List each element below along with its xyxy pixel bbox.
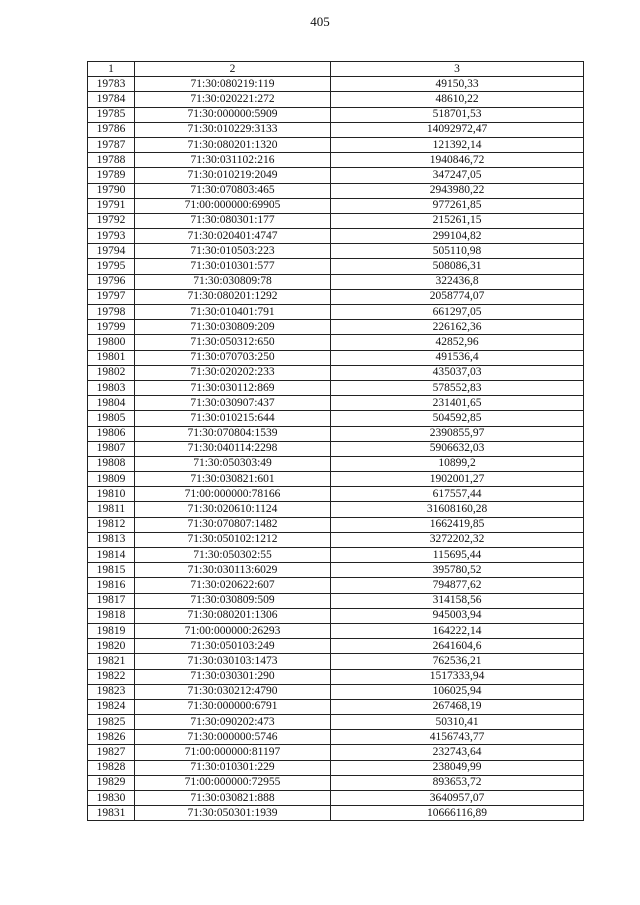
table-row — [88, 335, 584, 350]
cadastral-number-cell: 71:30:030212:4790 — [135, 684, 331, 699]
table-row — [88, 472, 584, 487]
value-cell: 945003,94 — [331, 608, 584, 623]
table-row — [88, 274, 584, 289]
table-row — [88, 775, 584, 790]
header-cell-col2: 2 — [135, 62, 331, 77]
cadastral-number-cell: 71:30:080201:1292 — [135, 289, 331, 304]
row-number-cell: 19819 — [88, 623, 135, 638]
table-row — [88, 411, 584, 426]
value-cell: 3272202,32 — [331, 532, 584, 547]
cadastral-number-cell: 71:30:080201:1306 — [135, 608, 331, 623]
table-row — [88, 593, 584, 608]
cadastral-number-cell: 71:30:000000:5746 — [135, 730, 331, 745]
row-number-cell: 19830 — [88, 791, 135, 806]
table-row — [88, 760, 584, 775]
value-cell: 2641604,6 — [331, 639, 584, 654]
value-cell: 164222,14 — [331, 623, 584, 638]
cadastral-number-cell: 71:30:010229:3133 — [135, 122, 331, 137]
value-cell: 50310,41 — [331, 715, 584, 730]
row-number-cell: 19810 — [88, 487, 135, 502]
table-row — [88, 745, 584, 760]
row-number-cell: 19808 — [88, 456, 135, 471]
table-row — [88, 122, 584, 137]
row-number-cell: 19823 — [88, 684, 135, 699]
row-number-cell: 19792 — [88, 213, 135, 228]
cadastral-number-cell: 71:30:070703:250 — [135, 350, 331, 365]
table-row — [88, 730, 584, 745]
value-cell: 508086,31 — [331, 259, 584, 274]
value-cell: 977261,85 — [331, 198, 584, 213]
cadastral-number-cell: 71:30:030809:209 — [135, 320, 331, 335]
row-number-cell: 19790 — [88, 183, 135, 198]
table-row — [88, 517, 584, 532]
cadastral-number-cell: 71:30:080219:119 — [135, 77, 331, 92]
row-number-cell: 19809 — [88, 472, 135, 487]
cadastral-number-cell: 71:30:020401:4747 — [135, 229, 331, 244]
row-number-cell: 19799 — [88, 320, 135, 335]
cadastral-number-cell: 71:30:030112:869 — [135, 380, 331, 395]
value-cell: 215261,15 — [331, 213, 584, 228]
cadastral-number-cell: 71:30:010503:223 — [135, 244, 331, 259]
value-cell: 3640957,07 — [331, 791, 584, 806]
table-row — [88, 229, 584, 244]
value-cell: 435037,03 — [331, 365, 584, 380]
cadastral-number-cell: 71:30:050102:1212 — [135, 532, 331, 547]
table-row — [88, 426, 584, 441]
header-cell-col3: 3 — [331, 62, 584, 77]
row-number-cell: 19817 — [88, 593, 135, 608]
row-number-cell: 19831 — [88, 806, 135, 821]
value-cell: 794877,62 — [331, 578, 584, 593]
header-cell-col1: 1 — [88, 62, 135, 77]
cadastral-number-cell: 71:30:000000:5909 — [135, 107, 331, 122]
value-cell: 1902001,27 — [331, 472, 584, 487]
cadastral-number-cell: 71:30:020202:233 — [135, 365, 331, 380]
row-number-cell: 19822 — [88, 669, 135, 684]
value-cell: 762536,21 — [331, 654, 584, 669]
value-cell: 661297,05 — [331, 305, 584, 320]
value-cell: 1662419,85 — [331, 517, 584, 532]
value-cell: 121392,14 — [331, 137, 584, 152]
cadastral-number-cell: 71:30:010215:644 — [135, 411, 331, 426]
row-number-cell: 19788 — [88, 153, 135, 168]
row-number-cell: 19805 — [88, 411, 135, 426]
row-number-cell: 19798 — [88, 305, 135, 320]
table-row — [88, 289, 584, 304]
value-cell: 42852,96 — [331, 335, 584, 350]
row-number-cell: 19829 — [88, 775, 135, 790]
cadastral-number-cell: 71:30:050303:49 — [135, 456, 331, 471]
cadastral-number-cell: 71:30:030809:509 — [135, 593, 331, 608]
table-row — [88, 213, 584, 228]
row-number-cell: 19800 — [88, 335, 135, 350]
row-number-cell: 19812 — [88, 517, 135, 532]
row-number-cell: 19802 — [88, 365, 135, 380]
row-number-cell: 19813 — [88, 532, 135, 547]
cadastral-number-cell: 71:30:050301:1939 — [135, 806, 331, 821]
table-row — [88, 548, 584, 563]
row-number-cell: 19827 — [88, 745, 135, 760]
cadastral-number-cell: 71:30:070804:1539 — [135, 426, 331, 441]
table-row — [88, 532, 584, 547]
row-number-cell: 19784 — [88, 92, 135, 107]
header-row — [88, 62, 584, 77]
value-cell: 231401,65 — [331, 396, 584, 411]
cadastral-number-cell: 71:30:080301:177 — [135, 213, 331, 228]
cadastral-number-cell: 71:30:070807:1482 — [135, 517, 331, 532]
value-cell: 617557,44 — [331, 487, 584, 502]
table-row — [88, 669, 584, 684]
row-number-cell: 19820 — [88, 639, 135, 654]
cadastral-number-cell: 71:30:070803:465 — [135, 183, 331, 198]
cadastral-number-cell: 71:00:000000:69905 — [135, 198, 331, 213]
value-cell: 232743,64 — [331, 745, 584, 760]
cadastral-number-cell: 71:30:030907:437 — [135, 396, 331, 411]
table-row — [88, 350, 584, 365]
value-cell: 504592,85 — [331, 411, 584, 426]
table-row — [88, 168, 584, 183]
value-cell: 31608160,28 — [331, 502, 584, 517]
table-row — [88, 92, 584, 107]
value-cell: 226162,36 — [331, 320, 584, 335]
table-row — [88, 563, 584, 578]
cadastral-number-cell: 71:30:010219:2049 — [135, 168, 331, 183]
cadastral-number-cell: 71:30:020622:607 — [135, 578, 331, 593]
value-cell: 299104,82 — [331, 229, 584, 244]
row-number-cell: 19786 — [88, 122, 135, 137]
cadastral-number-cell: 71:30:010301:577 — [135, 259, 331, 274]
table-row — [88, 259, 584, 274]
row-number-cell: 19795 — [88, 259, 135, 274]
table-row — [88, 715, 584, 730]
row-number-cell: 19826 — [88, 730, 135, 745]
value-cell: 2390855,97 — [331, 426, 584, 441]
cadastral-number-cell: 71:30:030103:1473 — [135, 654, 331, 669]
table-row — [88, 608, 584, 623]
cadastral-number-cell: 71:30:050302:55 — [135, 548, 331, 563]
table-row — [88, 806, 584, 821]
cadastral-number-cell: 71:30:050103:249 — [135, 639, 331, 654]
row-number-cell: 19816 — [88, 578, 135, 593]
table-body — [88, 77, 584, 821]
cadastral-number-cell: 71:30:040114:2298 — [135, 441, 331, 456]
cadastral-number-cell: 71:30:080201:1320 — [135, 137, 331, 152]
value-cell: 893653,72 — [331, 775, 584, 790]
table-row — [88, 699, 584, 714]
row-number-cell: 19783 — [88, 77, 135, 92]
row-number-cell: 19794 — [88, 244, 135, 259]
registry-table — [87, 61, 584, 821]
row-number-cell: 19797 — [88, 289, 135, 304]
row-number-cell: 19796 — [88, 274, 135, 289]
row-number-cell: 19814 — [88, 548, 135, 563]
cadastral-number-cell: 71:00:000000:78166 — [135, 487, 331, 502]
cadastral-number-cell: 71:30:030113:6029 — [135, 563, 331, 578]
table-row — [88, 183, 584, 198]
cadastral-number-cell: 71:30:000000:6791 — [135, 699, 331, 714]
row-number-cell: 19804 — [88, 396, 135, 411]
value-cell: 14092972,47 — [331, 122, 584, 137]
value-cell: 106025,94 — [331, 684, 584, 699]
value-cell: 238049,99 — [331, 760, 584, 775]
table-row — [88, 305, 584, 320]
table-row — [88, 623, 584, 638]
row-number-cell: 19785 — [88, 107, 135, 122]
table-row — [88, 639, 584, 654]
cadastral-number-cell: 71:30:030809:78 — [135, 274, 331, 289]
cadastral-number-cell: 71:30:030821:601 — [135, 472, 331, 487]
table-row — [88, 365, 584, 380]
row-number-cell: 19807 — [88, 441, 135, 456]
value-cell: 578552,83 — [331, 380, 584, 395]
row-number-cell: 19803 — [88, 380, 135, 395]
cadastral-number-cell: 71:00:000000:81197 — [135, 745, 331, 760]
value-cell: 4156743,77 — [331, 730, 584, 745]
value-cell: 395780,52 — [331, 563, 584, 578]
table-row — [88, 380, 584, 395]
row-number-cell: 19811 — [88, 502, 135, 517]
row-number-cell: 19791 — [88, 198, 135, 213]
table-row — [88, 654, 584, 669]
cadastral-number-cell: 71:30:020610:1124 — [135, 502, 331, 517]
cadastral-number-cell: 71:30:031102:216 — [135, 153, 331, 168]
value-cell: 2943980,22 — [331, 183, 584, 198]
table-row — [88, 198, 584, 213]
table-row — [88, 107, 584, 122]
row-number-cell: 19828 — [88, 760, 135, 775]
cadastral-number-cell: 71:30:090202:473 — [135, 715, 331, 730]
value-cell: 49150,33 — [331, 77, 584, 92]
page-number: 405 — [310, 14, 330, 29]
table-row — [88, 137, 584, 152]
row-number-cell: 19818 — [88, 608, 135, 623]
table-row — [88, 684, 584, 699]
row-number-cell: 19806 — [88, 426, 135, 441]
value-cell: 322436,8 — [331, 274, 584, 289]
row-number-cell: 19787 — [88, 137, 135, 152]
value-cell: 505110,98 — [331, 244, 584, 259]
value-cell: 1517333,94 — [331, 669, 584, 684]
table-row — [88, 77, 584, 92]
value-cell: 1940846,72 — [331, 153, 584, 168]
table-row — [88, 456, 584, 471]
row-number-cell: 19821 — [88, 654, 135, 669]
row-number-cell: 19801 — [88, 350, 135, 365]
table-header — [88, 62, 584, 77]
row-number-cell: 19825 — [88, 715, 135, 730]
cadastral-number-cell: 71:30:050312:650 — [135, 335, 331, 350]
cadastral-number-cell: 71:30:020221:272 — [135, 92, 331, 107]
row-number-cell: 19793 — [88, 229, 135, 244]
value-cell: 48610,22 — [331, 92, 584, 107]
row-number-cell: 19789 — [88, 168, 135, 183]
value-cell: 115695,44 — [331, 548, 584, 563]
table-row — [88, 791, 584, 806]
cadastral-number-cell: 71:30:030821:888 — [135, 791, 331, 806]
row-number-cell: 19824 — [88, 699, 135, 714]
cadastral-number-cell: 71:30:010401:791 — [135, 305, 331, 320]
table-row — [88, 153, 584, 168]
value-cell: 2058774,07 — [331, 289, 584, 304]
value-cell: 10899,2 — [331, 456, 584, 471]
row-number-cell: 19815 — [88, 563, 135, 578]
value-cell: 267468,19 — [331, 699, 584, 714]
table-row — [88, 487, 584, 502]
cadastral-number-cell: 71:30:030301:290 — [135, 669, 331, 684]
value-cell: 518701,53 — [331, 107, 584, 122]
table-row — [88, 578, 584, 593]
table-row — [88, 244, 584, 259]
cadastral-number-cell: 71:00:000000:72955 — [135, 775, 331, 790]
value-cell: 347247,05 — [331, 168, 584, 183]
table-row — [88, 320, 584, 335]
table-row — [88, 441, 584, 456]
value-cell: 5906632,03 — [331, 441, 584, 456]
value-cell: 314158,56 — [331, 593, 584, 608]
value-cell: 491536,4 — [331, 350, 584, 365]
cadastral-number-cell: 71:00:000000:26293 — [135, 623, 331, 638]
table-row — [88, 502, 584, 517]
value-cell: 10666116,89 — [331, 806, 584, 821]
table-row — [88, 396, 584, 411]
cadastral-number-cell: 71:30:010301:229 — [135, 760, 331, 775]
